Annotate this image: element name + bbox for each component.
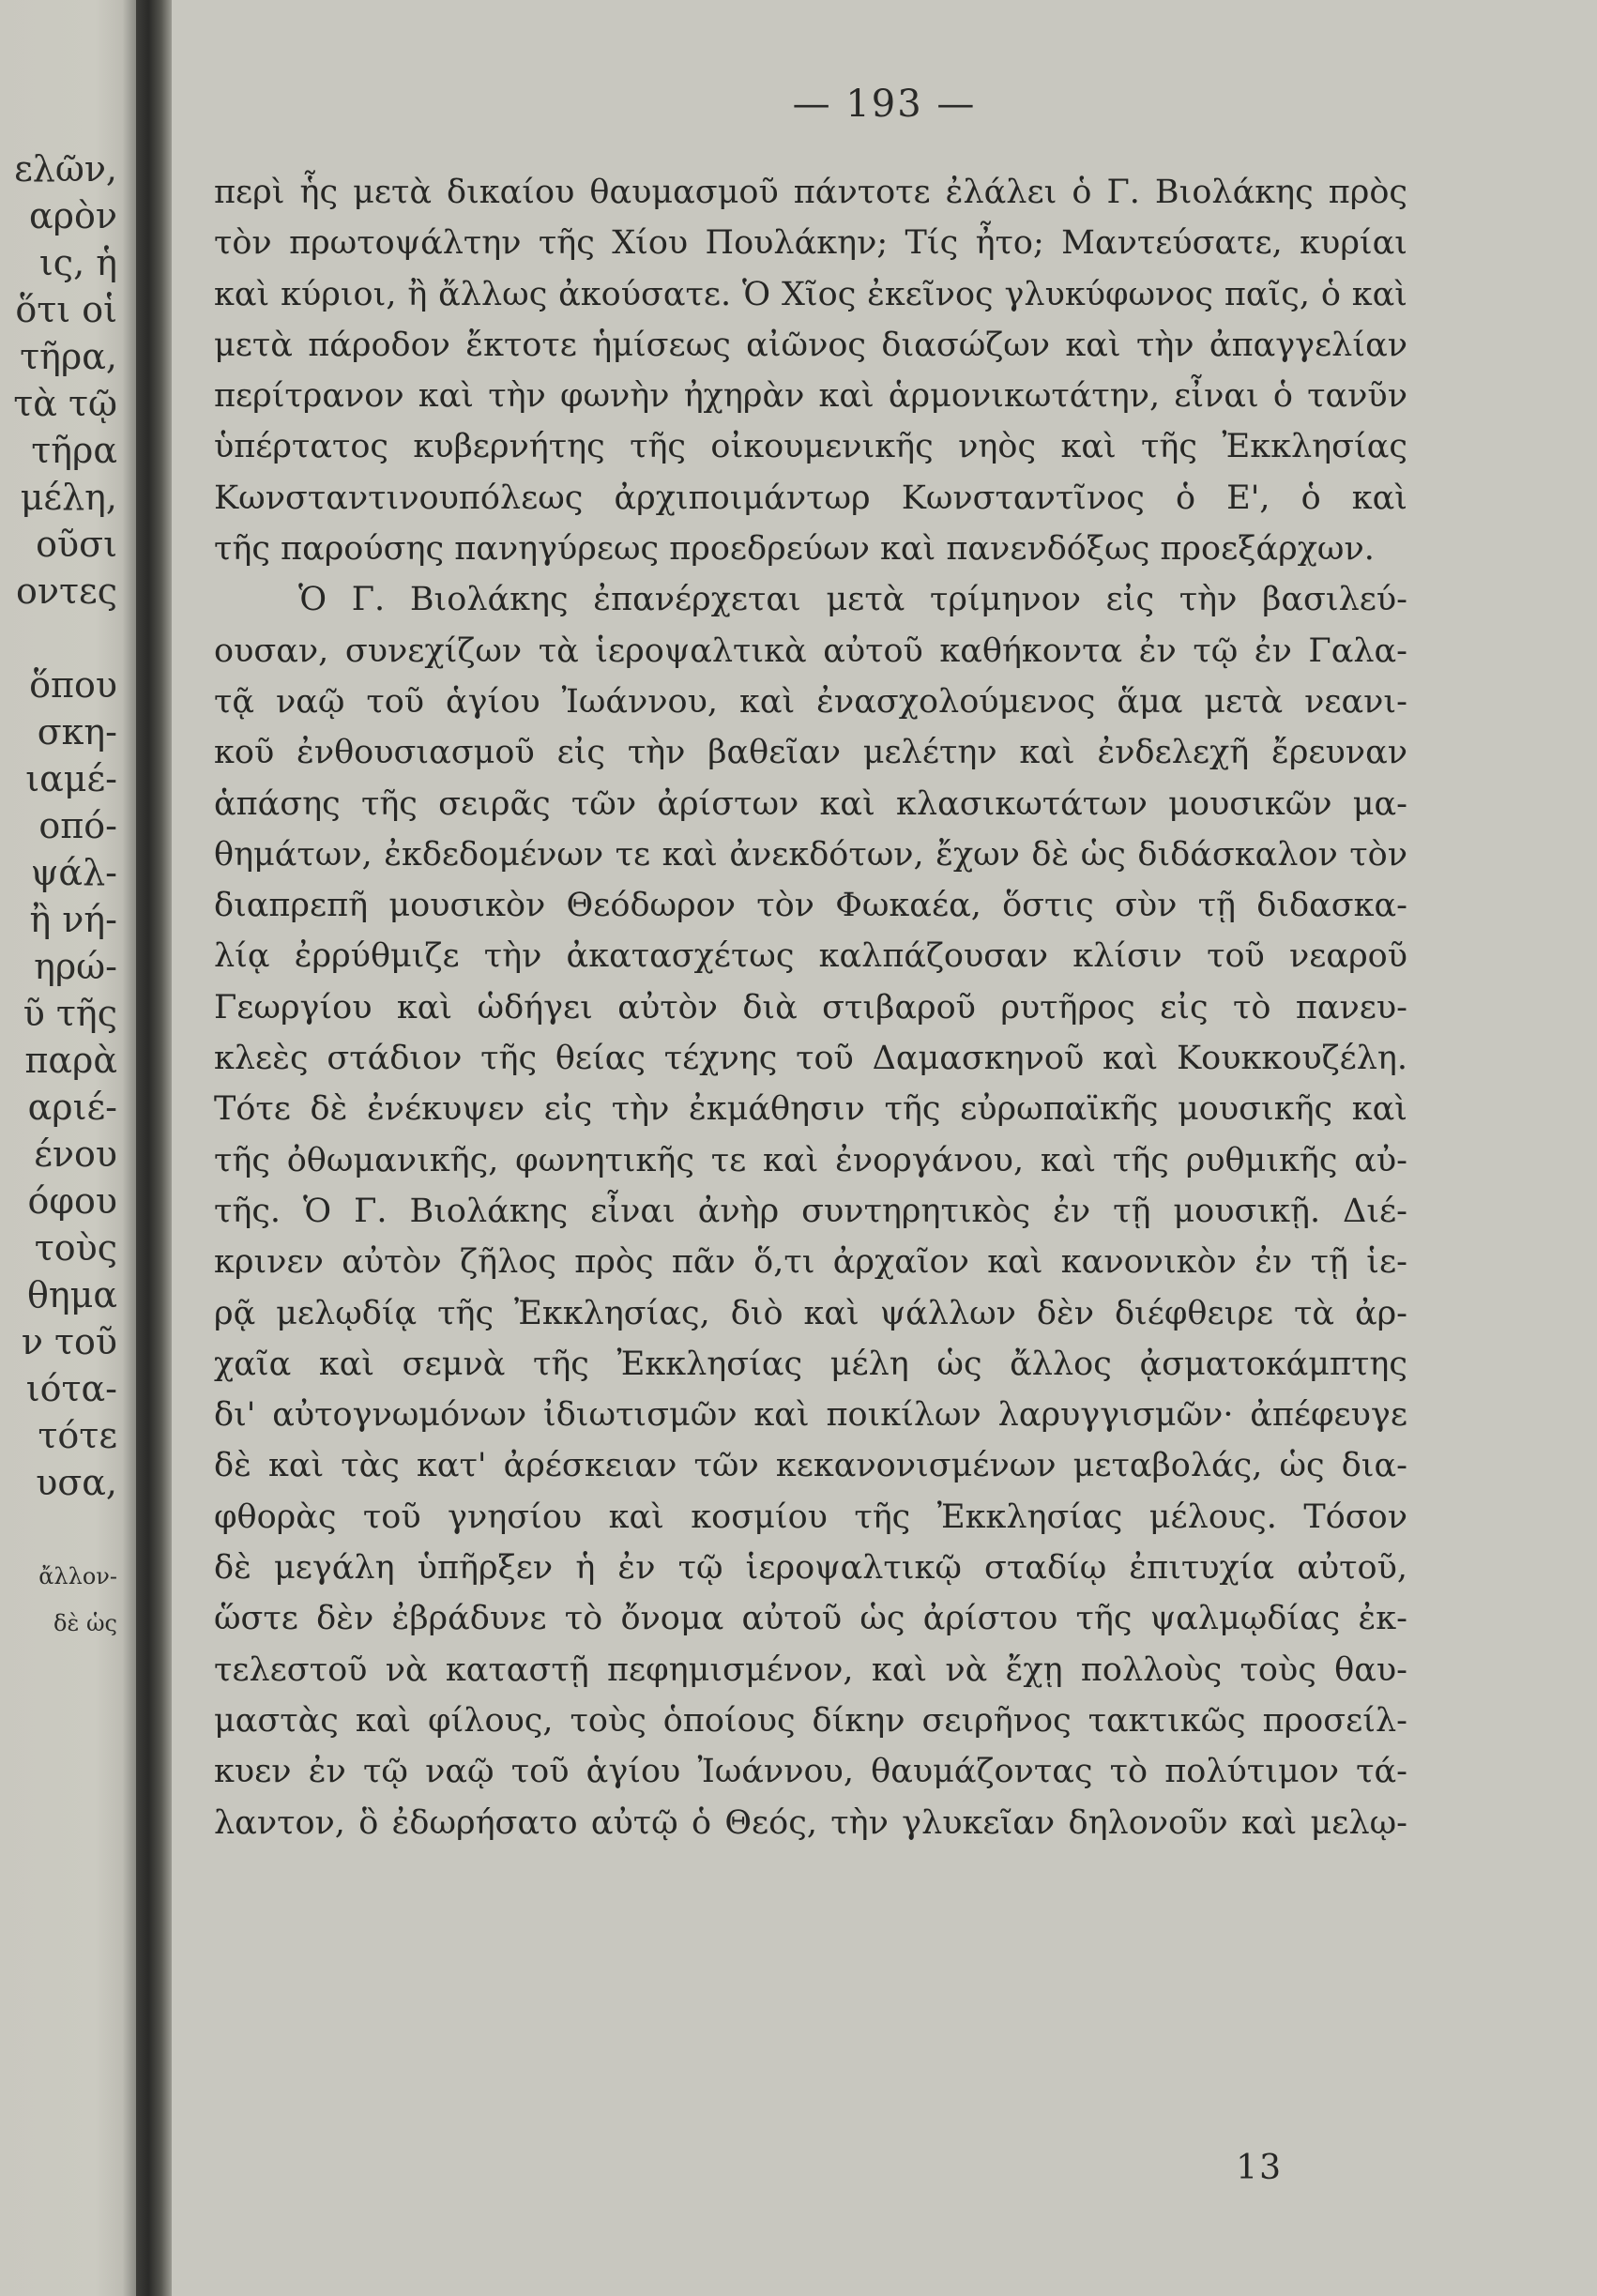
text-line: περίτρανον καὶ τὴν φωνὴν ἠχηρὰν καὶ ἁρμονικωτάτην, εἶναι ὁ τανῦν <box>214 377 1407 416</box>
left-page-fragment: ἢ νή- <box>29 899 117 940</box>
left-page-edge <box>0 0 136 2296</box>
left-page-fragment: μέλη, <box>20 477 117 518</box>
text-line: καὶ κύριοι, ἢ ἄλλως ἀκούσατε. Ὁ Χῖος ἐκεῖνος γλυκύφωνος παῖς, ὁ καὶ <box>214 275 1407 313</box>
text-line: ὥστε δὲν ἐβράδυνε τὸ ὄνομα αὐτοῦ ὡς ἀρίστου τῆς ψαλμῳδίας ἐκ- <box>214 1600 1407 1638</box>
text-line: τὸν πρωτοψάλτην τῆς Χίου Πουλάκην; Τίς ἦτο; Μαντεύσατε, κυρίαι <box>214 224 1407 263</box>
left-page-fragment: τότε <box>38 1415 117 1456</box>
text-line: ρᾷ μελῳδίᾳ τῆς Ἐκκλησίας, διὸ καὶ ψάλλων δὲν διέφθειρε τὰ ἀρ- <box>214 1294 1407 1332</box>
left-page-fragment: ιότα- <box>25 1368 117 1409</box>
text-line: Ὁ Γ. Βιολάκης ἐπανέρχεται μετὰ τρίμηνον εἰς τὴν βασιλεύ- <box>298 581 1407 619</box>
left-page-fragment: όφου <box>27 1180 117 1222</box>
left-page-fragment: ηρώ- <box>34 946 117 987</box>
signature-mark: 13 <box>1236 2149 1283 2187</box>
text-line: τῆς ὀθωμανικῆς, φωνητικῆς τε καὶ ἐνοργάνου, καὶ τῆς ρυθμικῆς αὐ- <box>214 1141 1407 1179</box>
text-line: κυεν ἐν τῷ ναῷ τοῦ ἁγίου Ἰωάννου, θαυμάζοντας τὸ πολύτιμον τά- <box>214 1753 1407 1791</box>
left-page-fragment: τοὺς <box>34 1227 117 1269</box>
left-page-fragment: ὅπου <box>29 664 117 706</box>
text-line: διαπρεπῆ μουσικὸν Θεόδωρον τὸν Φωκαέα, ὅστις σὺν τῇ διδασκα- <box>214 887 1407 925</box>
left-page-fragment: οῦσι <box>36 524 117 565</box>
text-line: μαστὰς καὶ φίλους, τοὺς ὁποίους δίκην σειρῆνος τακτικῶς προσείλ- <box>214 1701 1407 1740</box>
text-line: Κωνσταντινουπόλεως ἀρχιποιμάντωρ Κωνσταντῖνος ὁ Ε', ὁ καὶ <box>214 479 1407 517</box>
text-line: δὲ μεγάλη ὑπῆρξεν ἡ ἐν τῷ ἱεροψαλτικῷ σταδίῳ ἐπιτυχία αὐτοῦ, <box>214 1549 1407 1588</box>
left-page-fragment: ν τοῦ <box>21 1321 117 1362</box>
text-line: χαῖα καὶ σεμνὰ τῆς Ἐκκλησίας μέλη ὡς ἄλλος ᾀσματοκάμπτης <box>214 1345 1407 1383</box>
left-page-fragment: ελῶν, <box>14 148 117 190</box>
text-line: θημάτων, ἐκδεδομένων τε καὶ ἀνεκδότων, ἔχων δὲ ὡς διδάσκαλον τὸν <box>214 835 1407 874</box>
text-line: ἁπάσης τῆς σειρᾶς τῶν ἀρίστων καὶ κλασικωτάτων μουσικῶν μα- <box>214 784 1407 823</box>
main-text <box>214 167 1407 1848</box>
left-page-fragment <box>0 1506 136 1553</box>
left-page-fragment: ιαμέ- <box>25 758 117 799</box>
text-line: ὑπέρτατος κυβερνήτης τῆς οἰκουμενικῆς νηὸς καὶ τῆς Ἐκκλησίας <box>214 428 1407 466</box>
text-line: λίᾳ ἐρρύθμιζε τὴν ἀκατασχέτως καλπάζουσαν κλίσιν τοῦ νεαροῦ <box>214 937 1407 976</box>
left-page-fragment: ψάλ- <box>30 852 117 893</box>
text-line: κλεὲς στάδιον τῆς θείας τέχνης τοῦ Δαμασκηνοῦ καὶ Κουκκουζέλη. <box>214 1040 1407 1078</box>
text-line: κοῦ ἐνθουσιασμοῦ εἰς τὴν βαθεῖαν μελέτην καὶ ἐνδελεχῆ ἔρευναν <box>214 734 1407 772</box>
left-page-fragment: τῆρα, <box>20 336 117 377</box>
left-page-fragment: θημα <box>26 1274 117 1315</box>
page-number: — 193 — <box>792 83 977 126</box>
left-page-fragment: υσα, <box>36 1462 117 1503</box>
left-page-fragment: ένου <box>34 1133 117 1175</box>
text-line: ουσαν, συνεχίζων τὰ ἱεροψαλτικὰ αὐτοῦ καθήκοντα ἐν τῷ ἐν Γαλα- <box>214 631 1407 670</box>
text-line: δι' αὐτογνωμόνων ἰδιωτισμῶν καὶ ποικίλων λαρυγγισμῶν· ἀπέφευγε <box>214 1396 1407 1435</box>
text-line: φθορὰς τοῦ γνησίου καὶ κοσμίου τῆς Ἐκκλησίας μέλους. Τόσον <box>214 1498 1407 1536</box>
left-page-fragment: δὲ ὡς <box>53 1610 117 1636</box>
left-page-fragment: τὰ τῷ <box>13 383 117 424</box>
left-page-fragment: οπό- <box>38 805 117 846</box>
left-page-fragment: αρὸν <box>29 195 117 236</box>
text-line: τελεστοῦ νὰ καταστῇ πεφημισμένον, καὶ νὰ ἔχῃ πολλοὺς τοὺς θαυ- <box>214 1650 1407 1689</box>
left-page-fragment: ἄλλον- <box>38 1563 117 1589</box>
left-page-fragment: ὅτι οἱ <box>15 289 117 330</box>
text-line: τῆς. Ὁ Γ. Βιολάκης εἶναι ἀνὴρ συντηρητικὸς ἐν τῇ μουσικῇ. Διέ- <box>214 1192 1407 1230</box>
left-page-fragment: σκη- <box>37 711 117 753</box>
left-page-fragment: ις, ἡ <box>38 242 117 283</box>
text-line: τῆς παρούσης πανηγύρεως προεδρεύων καὶ πανενδόξως προεξάρχων. <box>214 530 1375 569</box>
text-line: μετὰ πάροδον ἔκτοτε ἡμίσεως αἰῶνος διασώζων καὶ τὴν ἀπαγγελίαν <box>214 326 1407 364</box>
text-line: κρινεν αὐτὸν ζῆλος πρὸς πᾶν ὅ,τι ἀρχαῖον καὶ κανονικὸν ἐν τῇ ἱε- <box>214 1243 1407 1282</box>
left-page-fragment: αριέ- <box>27 1087 117 1128</box>
left-page-fragments <box>0 145 136 1647</box>
left-page-fragment: οντες <box>16 570 117 612</box>
left-page-fragment: ῦ τῆς <box>23 993 117 1034</box>
left-page-fragment <box>0 615 136 661</box>
text-line: λαντον, ὃ ἐδωρήσατο αὐτῷ ὁ Θεός, τὴν γλυκεῖαν δηλονοῦν καὶ μελῳ- <box>214 1803 1407 1842</box>
text-line: περὶ ἧς μετὰ δικαίου θαυμασμοῦ πάντοτε ἐλάλει ὁ Γ. Βιολάκης πρὸς <box>214 174 1407 211</box>
text-line: δὲ καὶ τὰς κατ' ἀρέσκειαν τῶν κεκανονισμένων μεταβολάς, ὡς δια- <box>214 1447 1407 1485</box>
text-line: τᾷ ναῷ τοῦ ἁγίου Ἰωάννου, καὶ ἐνασχολούμενος ἅμα μετὰ νεανι- <box>214 682 1407 721</box>
left-page-fragment: παρὰ <box>24 1040 117 1081</box>
text-line: Γεωργίου καὶ ὡδήγει αὐτὸν διὰ στιβαροῦ ρυτῆρος εἰς τὸ πανευ- <box>214 988 1407 1026</box>
book-gutter <box>136 0 172 2296</box>
text-line: Τότε δὲ ἐνέκυψεν εἰς τὴν ἐκμάθησιν τῆς εὐρωπαϊκῆς μουσικῆς καὶ <box>214 1090 1407 1129</box>
left-page-fragment: τῆρα <box>31 430 117 471</box>
